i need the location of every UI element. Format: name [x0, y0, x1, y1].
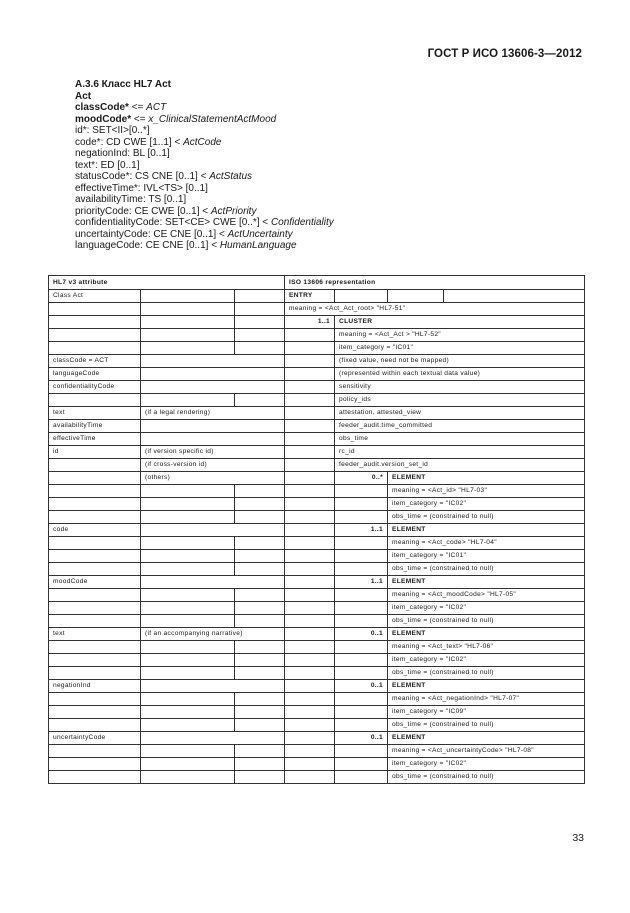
table-row: [49, 537, 585, 550]
table-row: [49, 446, 585, 459]
table-header-row: [49, 276, 585, 290]
table-cell: [335, 589, 388, 602]
table-cell: [335, 719, 388, 732]
table-cell: [141, 771, 235, 784]
hl7-note-cell: [141, 368, 285, 381]
attribute-text: text*: ED [0..1]: [75, 159, 140, 171]
iso-value-cell: (represented within each textual data value): [335, 368, 585, 381]
iso-value-cell: meaning = <Act_moodCode> "HL7-05": [388, 589, 585, 602]
table-row: [49, 654, 585, 667]
table-cell: [335, 654, 388, 667]
table-cell: [49, 602, 141, 615]
table-row: [49, 420, 585, 433]
hl7-note-cell: (others): [141, 472, 285, 485]
attribute-line: [75, 183, 575, 195]
table-row: [49, 407, 585, 420]
iso-value-cell: attestation, attested_view: [335, 407, 585, 420]
table-cell: [49, 693, 141, 706]
table-cell: [285, 680, 335, 693]
table-cell: [141, 589, 235, 602]
attribute-text: negationInd: BL [0..1]: [75, 148, 170, 159]
class-code-label: classCode*: [75, 102, 129, 113]
table-row: [49, 368, 585, 381]
table-cell: [49, 745, 141, 758]
hl7-attribute-cell: moodCode: [49, 576, 141, 589]
attribute-text: confidentialityCode: SET<CE> CWE [0..*] <: [75, 217, 271, 228]
iso-value-cell: sensitivity: [335, 381, 585, 394]
table-cell: [335, 693, 388, 706]
table-cell: [235, 394, 285, 407]
standard-header: ГОСТ Р ИСО 13606-3—2012: [427, 48, 582, 60]
component-cell: ELEMENT: [388, 732, 585, 745]
table-row: [49, 628, 585, 641]
hl7-note-cell: [141, 355, 285, 368]
table-cell: [335, 615, 388, 628]
table-row: [49, 342, 585, 355]
table-cell: [235, 342, 285, 355]
table-row: [49, 355, 585, 368]
table-row: [49, 303, 585, 316]
attribute-text: effectiveTime*: IVL<TS> [0..1]: [75, 182, 208, 194]
cardinality-cell: 0..1: [335, 680, 388, 693]
table-cell: [285, 602, 335, 615]
table-cell: [49, 537, 141, 550]
table-cell: [49, 342, 141, 355]
table-cell: [285, 537, 335, 550]
table-cell: [235, 771, 285, 784]
table-row: [49, 524, 585, 537]
attribute-line: [75, 137, 575, 149]
table-cell: [49, 654, 141, 667]
table-cell: [388, 290, 444, 303]
hl7-note-cell: [141, 433, 285, 446]
iso-value-cell: obs_time: [335, 433, 585, 446]
table-cell: [285, 589, 335, 602]
iso-value-cell: item_category = "IC01": [335, 342, 585, 355]
table-cell: [285, 407, 335, 420]
table-cell: [49, 303, 141, 316]
table-cell: [141, 667, 235, 680]
table-cell: [141, 563, 235, 576]
table-cell: [335, 563, 388, 576]
iso-value-cell: meaning = <Act_Act > "HL7-52": [335, 329, 585, 342]
attribute-text: id*: SET<II>[0..*]: [75, 125, 150, 136]
table-cell: [235, 498, 285, 511]
attribute-list: [75, 125, 575, 252]
hl7-column-header: HL7 v3 attribute: [49, 276, 285, 290]
table-cell: [141, 342, 235, 355]
attribute-vocabulary: Confidentiality: [270, 217, 334, 228]
table-row: [49, 498, 585, 511]
iso-value-cell: obs_time = (constrained to null): [388, 563, 585, 576]
hl7-attribute-cell: uncertaintyCode: [49, 732, 141, 745]
hl7-attribute-cell: availabilityTime: [49, 420, 141, 433]
table-cell: [335, 290, 388, 303]
table-cell: [141, 394, 235, 407]
hl7-attribute-cell: effectiveTime: [49, 433, 141, 446]
table-row: [49, 329, 585, 342]
iso-value-cell: meaning = <Act_negationInd> "HL7-07": [388, 693, 585, 706]
table-cell: [285, 446, 335, 459]
table-cell: [335, 602, 388, 615]
iso-value-cell: item_category = "IC01": [388, 550, 585, 563]
table-row: [49, 459, 585, 472]
component-cell: ELEMENT: [388, 628, 585, 641]
table-cell: [141, 316, 235, 329]
table-cell: [285, 550, 335, 563]
attribute-line: [75, 148, 575, 160]
table-cell: [235, 758, 285, 771]
component-cell: ELEMENT: [388, 680, 585, 693]
table-row: [49, 576, 585, 589]
table-cell: [235, 563, 285, 576]
table-cell: [285, 771, 335, 784]
table-cell: [285, 342, 335, 355]
table-row: [49, 719, 585, 732]
table-cell: [285, 615, 335, 628]
iso-value-cell: obs_time = (constrained to null): [388, 511, 585, 524]
table-cell: [285, 719, 335, 732]
cardinality-cell: 1..1: [285, 316, 335, 329]
table-cell: [141, 693, 235, 706]
table-cell: [285, 745, 335, 758]
iso-value-cell: item_category = "IC02": [388, 654, 585, 667]
cardinality-cell: 1..1: [335, 524, 388, 537]
attribute-line: [75, 125, 575, 137]
table-cell: [285, 459, 335, 472]
attribute-line: [75, 194, 575, 206]
iso-value-cell: feeder_audit.version_set_id: [335, 459, 585, 472]
table-cell: [235, 602, 285, 615]
table-cell: [235, 329, 285, 342]
table-cell: [444, 290, 585, 303]
table-cell: [49, 615, 141, 628]
table-cell: [235, 667, 285, 680]
iso-column-header: ISO 13606 representation: [285, 276, 585, 290]
table-cell: [285, 329, 335, 342]
hl7-note-cell: [141, 381, 285, 394]
hl7-note-cell: [141, 420, 285, 433]
table-cell: [285, 706, 335, 719]
hl7-note-cell: (if version specific id): [141, 446, 285, 459]
table-cell: [141, 706, 235, 719]
table-cell: [49, 719, 141, 732]
table-cell: [141, 329, 235, 342]
hl7-attribute-cell: confidentialityCode: [49, 381, 141, 394]
table-cell: [285, 732, 335, 745]
table-cell: [335, 706, 388, 719]
table-cell: [141, 641, 235, 654]
table-cell: [285, 667, 335, 680]
table-cell: [235, 654, 285, 667]
table-row: [49, 433, 585, 446]
table-cell: [235, 745, 285, 758]
attribute-line: [75, 206, 575, 218]
table-cell: [285, 563, 335, 576]
iso-value-cell: feeder_audit.time_committed: [335, 420, 585, 433]
table-cell: [235, 316, 285, 329]
hl7-attribute-cell: languageCode: [49, 368, 141, 381]
attribute-line: [75, 160, 575, 172]
component-cell: ELEMENT: [388, 524, 585, 537]
hl7-attribute-cell: Class Act: [49, 290, 141, 303]
table-cell: [235, 719, 285, 732]
table-cell: [285, 433, 335, 446]
iso-value-cell: meaning = <Act_Act_root> "HL7-51": [285, 303, 585, 316]
class-description: [75, 79, 575, 252]
component-cell: CLUSTER: [335, 316, 585, 329]
table-cell: [49, 316, 141, 329]
table-row: [49, 732, 585, 745]
table-row: [49, 680, 585, 693]
attribute-vocabulary: ActUncertainty: [227, 228, 293, 240]
hl7-note-cell: (if cross-version id): [141, 459, 285, 472]
table-cell: [235, 589, 285, 602]
attribute-vocabulary: HumanLanguage: [219, 240, 297, 251]
table-row: [49, 485, 585, 498]
mapping-table: [48, 275, 585, 784]
iso-value-cell: meaning = <Act_code> "HL7-04": [388, 537, 585, 550]
table-row: [49, 381, 585, 394]
table-row: [49, 550, 585, 563]
iso-value-cell: (fixed value, need not be mapped): [335, 355, 585, 368]
table-cell: [235, 550, 285, 563]
attribute-line: [75, 217, 575, 229]
table-row: [49, 641, 585, 654]
table-cell: [235, 537, 285, 550]
table-row: [49, 394, 585, 407]
table-cell: [285, 355, 335, 368]
mood-code-operator: <=: [131, 113, 149, 125]
table-cell: [335, 511, 388, 524]
table-row: [49, 758, 585, 771]
table-cell: [49, 485, 141, 498]
table-cell: [141, 511, 235, 524]
table-row: [49, 290, 585, 303]
attribute-vocabulary: ActCode: [183, 136, 222, 148]
attribute-line: [75, 171, 575, 183]
table-cell: [235, 693, 285, 706]
table-cell: [285, 485, 335, 498]
attribute-text: availabilityTime: TS [0..1]: [75, 194, 187, 205]
table-row: [49, 771, 585, 784]
attribute-vocabulary: ActPriority: [210, 205, 257, 217]
hl7-note-cell: [141, 680, 285, 693]
table-cell: [235, 706, 285, 719]
table-cell: [335, 641, 388, 654]
table-row: [49, 511, 585, 524]
hl7-note-cell: (if an accompanying narrative): [141, 628, 285, 641]
hl7-attribute-cell: classCode = ACT: [49, 355, 141, 368]
table-cell: [285, 524, 335, 537]
iso-value-cell: meaning = <Act_uncertaintyCode> "HL7-08": [388, 745, 585, 758]
iso-value-cell: obs_time = (constrained to null): [388, 771, 585, 784]
iso-value-cell: meaning = <Act_text> "HL7-06": [388, 641, 585, 654]
table-cell: [285, 693, 335, 706]
attribute-line: [75, 229, 575, 241]
attribute-text: uncertaintyCode: CE CNE [0..1] <: [75, 228, 228, 240]
class-name: Act: [75, 90, 92, 102]
table-cell: [141, 550, 235, 563]
table-cell: [285, 394, 335, 407]
mood-code-line: [75, 114, 575, 126]
table-cell: [335, 498, 388, 511]
table-cell: [285, 498, 335, 511]
table-cell: [141, 303, 235, 316]
hl7-note-cell: (if a legal rendering): [141, 407, 285, 420]
table-cell: [335, 745, 388, 758]
table-cell: [49, 771, 141, 784]
table-row: [49, 706, 585, 719]
cardinality-cell: 0..1: [335, 628, 388, 641]
attribute-text: priorityCode: CE CWE [0..1] <: [75, 205, 211, 217]
table-cell: [49, 667, 141, 680]
component-cell: ELEMENT: [388, 472, 585, 485]
table-cell: [285, 576, 335, 589]
table-cell: [49, 511, 141, 524]
cardinality-cell: 1..1: [335, 576, 388, 589]
table-row: [49, 316, 585, 329]
component-cell: ENTRY: [285, 290, 335, 303]
hl7-attribute-cell: text: [49, 407, 141, 420]
hl7-attribute-cell: id: [49, 446, 141, 459]
table-cell: [49, 563, 141, 576]
attribute-vocabulary: ActStatus: [209, 171, 253, 182]
table-row: [49, 472, 585, 485]
table-cell: [235, 303, 285, 316]
table-cell: [141, 758, 235, 771]
table-row: [49, 602, 585, 615]
table-cell: [285, 511, 335, 524]
class-code-operator: <=: [128, 102, 147, 113]
iso-value-cell: item_category = "IC02": [388, 758, 585, 771]
table-row: [49, 615, 585, 628]
hl7-attribute-cell: negationInd: [49, 680, 141, 693]
table-cell: [49, 589, 141, 602]
table-cell: [235, 641, 285, 654]
hl7-note-cell: [141, 732, 285, 745]
class-code-line: [75, 102, 575, 114]
table-cell: [141, 498, 235, 511]
table-cell: [335, 550, 388, 563]
cardinality-cell: 0..1: [335, 732, 388, 745]
table-cell: [141, 290, 235, 303]
hl7-note-cell: [141, 576, 285, 589]
table-cell: [235, 615, 285, 628]
table-cell: [285, 420, 335, 433]
table-cell: [335, 667, 388, 680]
table-cell: [335, 771, 388, 784]
table-cell: [235, 485, 285, 498]
table-cell: [49, 329, 141, 342]
page-number: 33: [572, 832, 584, 844]
table-cell: [141, 654, 235, 667]
table-row: [49, 693, 585, 706]
iso-value-cell: item_category = "IC02": [388, 602, 585, 615]
iso-value-cell: obs_time = (constrained to null): [388, 719, 585, 732]
table-cell: [49, 758, 141, 771]
iso-value-cell: item_category = "IC09": [388, 706, 585, 719]
iso-value-cell: meaning = <Act_id> "HL7-03": [388, 485, 585, 498]
iso-value-cell: obs_time = (constrained to null): [388, 615, 585, 628]
cardinality-cell: 0..*: [335, 472, 388, 485]
table-cell: [141, 615, 235, 628]
hl7-note-cell: [141, 524, 285, 537]
table-cell: [141, 719, 235, 732]
table-cell: [285, 654, 335, 667]
iso-value-cell: item_category = "IC02": [388, 498, 585, 511]
attribute-text: languageCode: CE CNE [0..1] <: [75, 240, 220, 251]
table-cell: [141, 485, 235, 498]
class-code-value: ACT: [146, 102, 167, 113]
table-cell: [141, 745, 235, 758]
table-cell: [49, 498, 141, 511]
table-cell: [285, 628, 335, 641]
table-cell: [285, 641, 335, 654]
table-cell: [285, 368, 335, 381]
table-cell: [49, 641, 141, 654]
attribute-text: statusCode*: CS CNE [0..1] <: [75, 171, 210, 182]
table-cell: [285, 758, 335, 771]
iso-value-cell: policy_ids: [335, 394, 585, 407]
attribute-text: code*: CD CWE [1..1] <: [75, 136, 184, 148]
table-row: [49, 667, 585, 680]
attribute-line: [75, 240, 575, 252]
table-cell: [335, 758, 388, 771]
hl7-attribute-cell: code: [49, 524, 141, 537]
section-title: A.3.6 Класс HL7 Act: [75, 79, 172, 90]
mood-code-value: x_ClinicalStatementActMood: [148, 113, 277, 125]
table-cell: [335, 537, 388, 550]
hl7-attribute-cell: [49, 472, 141, 485]
table-row: [49, 745, 585, 758]
hl7-attribute-cell: text: [49, 628, 141, 641]
table-cell: [235, 511, 285, 524]
table-cell: [141, 537, 235, 550]
hl7-attribute-cell: [49, 459, 141, 472]
table-cell: [285, 472, 335, 485]
table-cell: [141, 602, 235, 615]
mood-code-label: moodCode*: [75, 113, 132, 125]
iso-value-cell: obs_time = (constrained to null): [388, 667, 585, 680]
component-cell: ELEMENT: [388, 576, 585, 589]
table-cell: [285, 381, 335, 394]
table-cell: [235, 290, 285, 303]
table-row: [49, 563, 585, 576]
table-cell: [49, 706, 141, 719]
table-cell: [335, 485, 388, 498]
table-cell: [49, 394, 141, 407]
table-cell: [49, 550, 141, 563]
table-row: [49, 589, 585, 602]
iso-value-cell: rc_id: [335, 446, 585, 459]
